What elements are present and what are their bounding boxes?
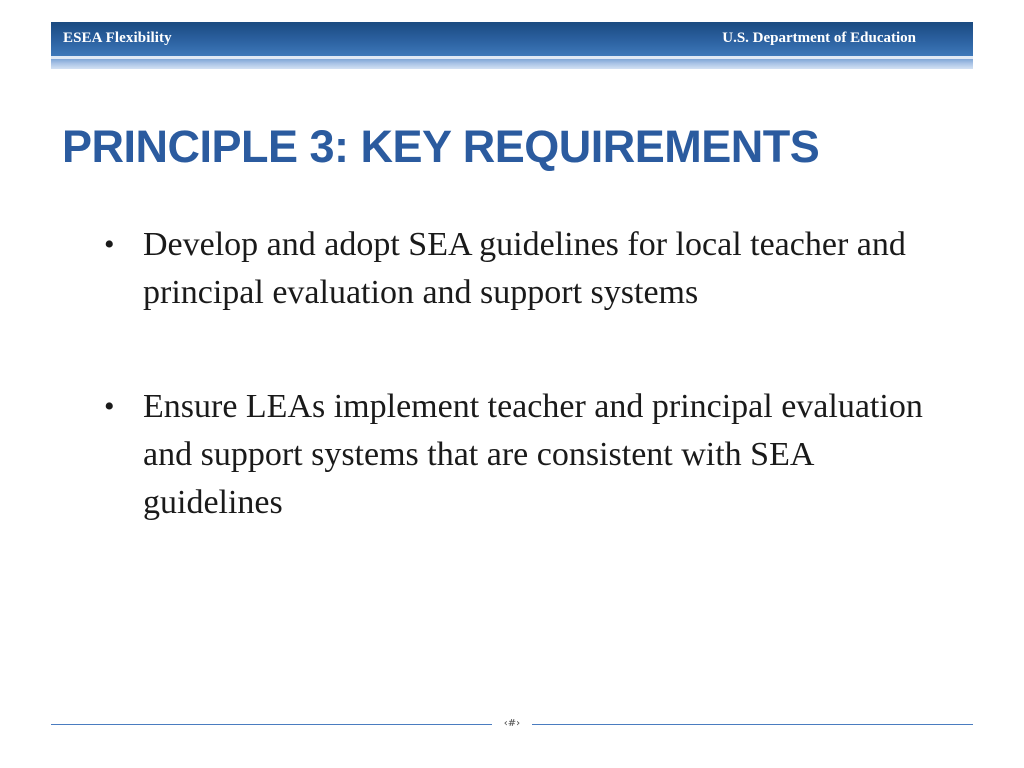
bullet-marker: • bbox=[104, 228, 115, 261]
slide-title: PRINCIPLE 3: KEY REQUIREMENTS bbox=[62, 121, 820, 172]
header-underline-bar bbox=[51, 59, 973, 69]
bullet-text: Develop and adopt SEA guidelines for local teacher and principal evaluation and support systems bbox=[143, 226, 906, 311]
header-department-name: U.S. Department of Education bbox=[722, 30, 916, 46]
footer-divider-right bbox=[532, 724, 973, 725]
header-program-name: ESEA Flexibility bbox=[63, 30, 172, 46]
footer-divider-left bbox=[51, 724, 492, 725]
page-number: ‹#› bbox=[503, 718, 521, 729]
bullet-marker: • bbox=[104, 390, 115, 423]
bullet-item bbox=[104, 221, 934, 317]
bullet-text: Ensure LEAs implement teacher and principal evaluation and support systems that are consistent with SEA guidelines bbox=[143, 388, 923, 521]
header-band bbox=[51, 22, 973, 56]
bullet-item bbox=[104, 383, 934, 527]
